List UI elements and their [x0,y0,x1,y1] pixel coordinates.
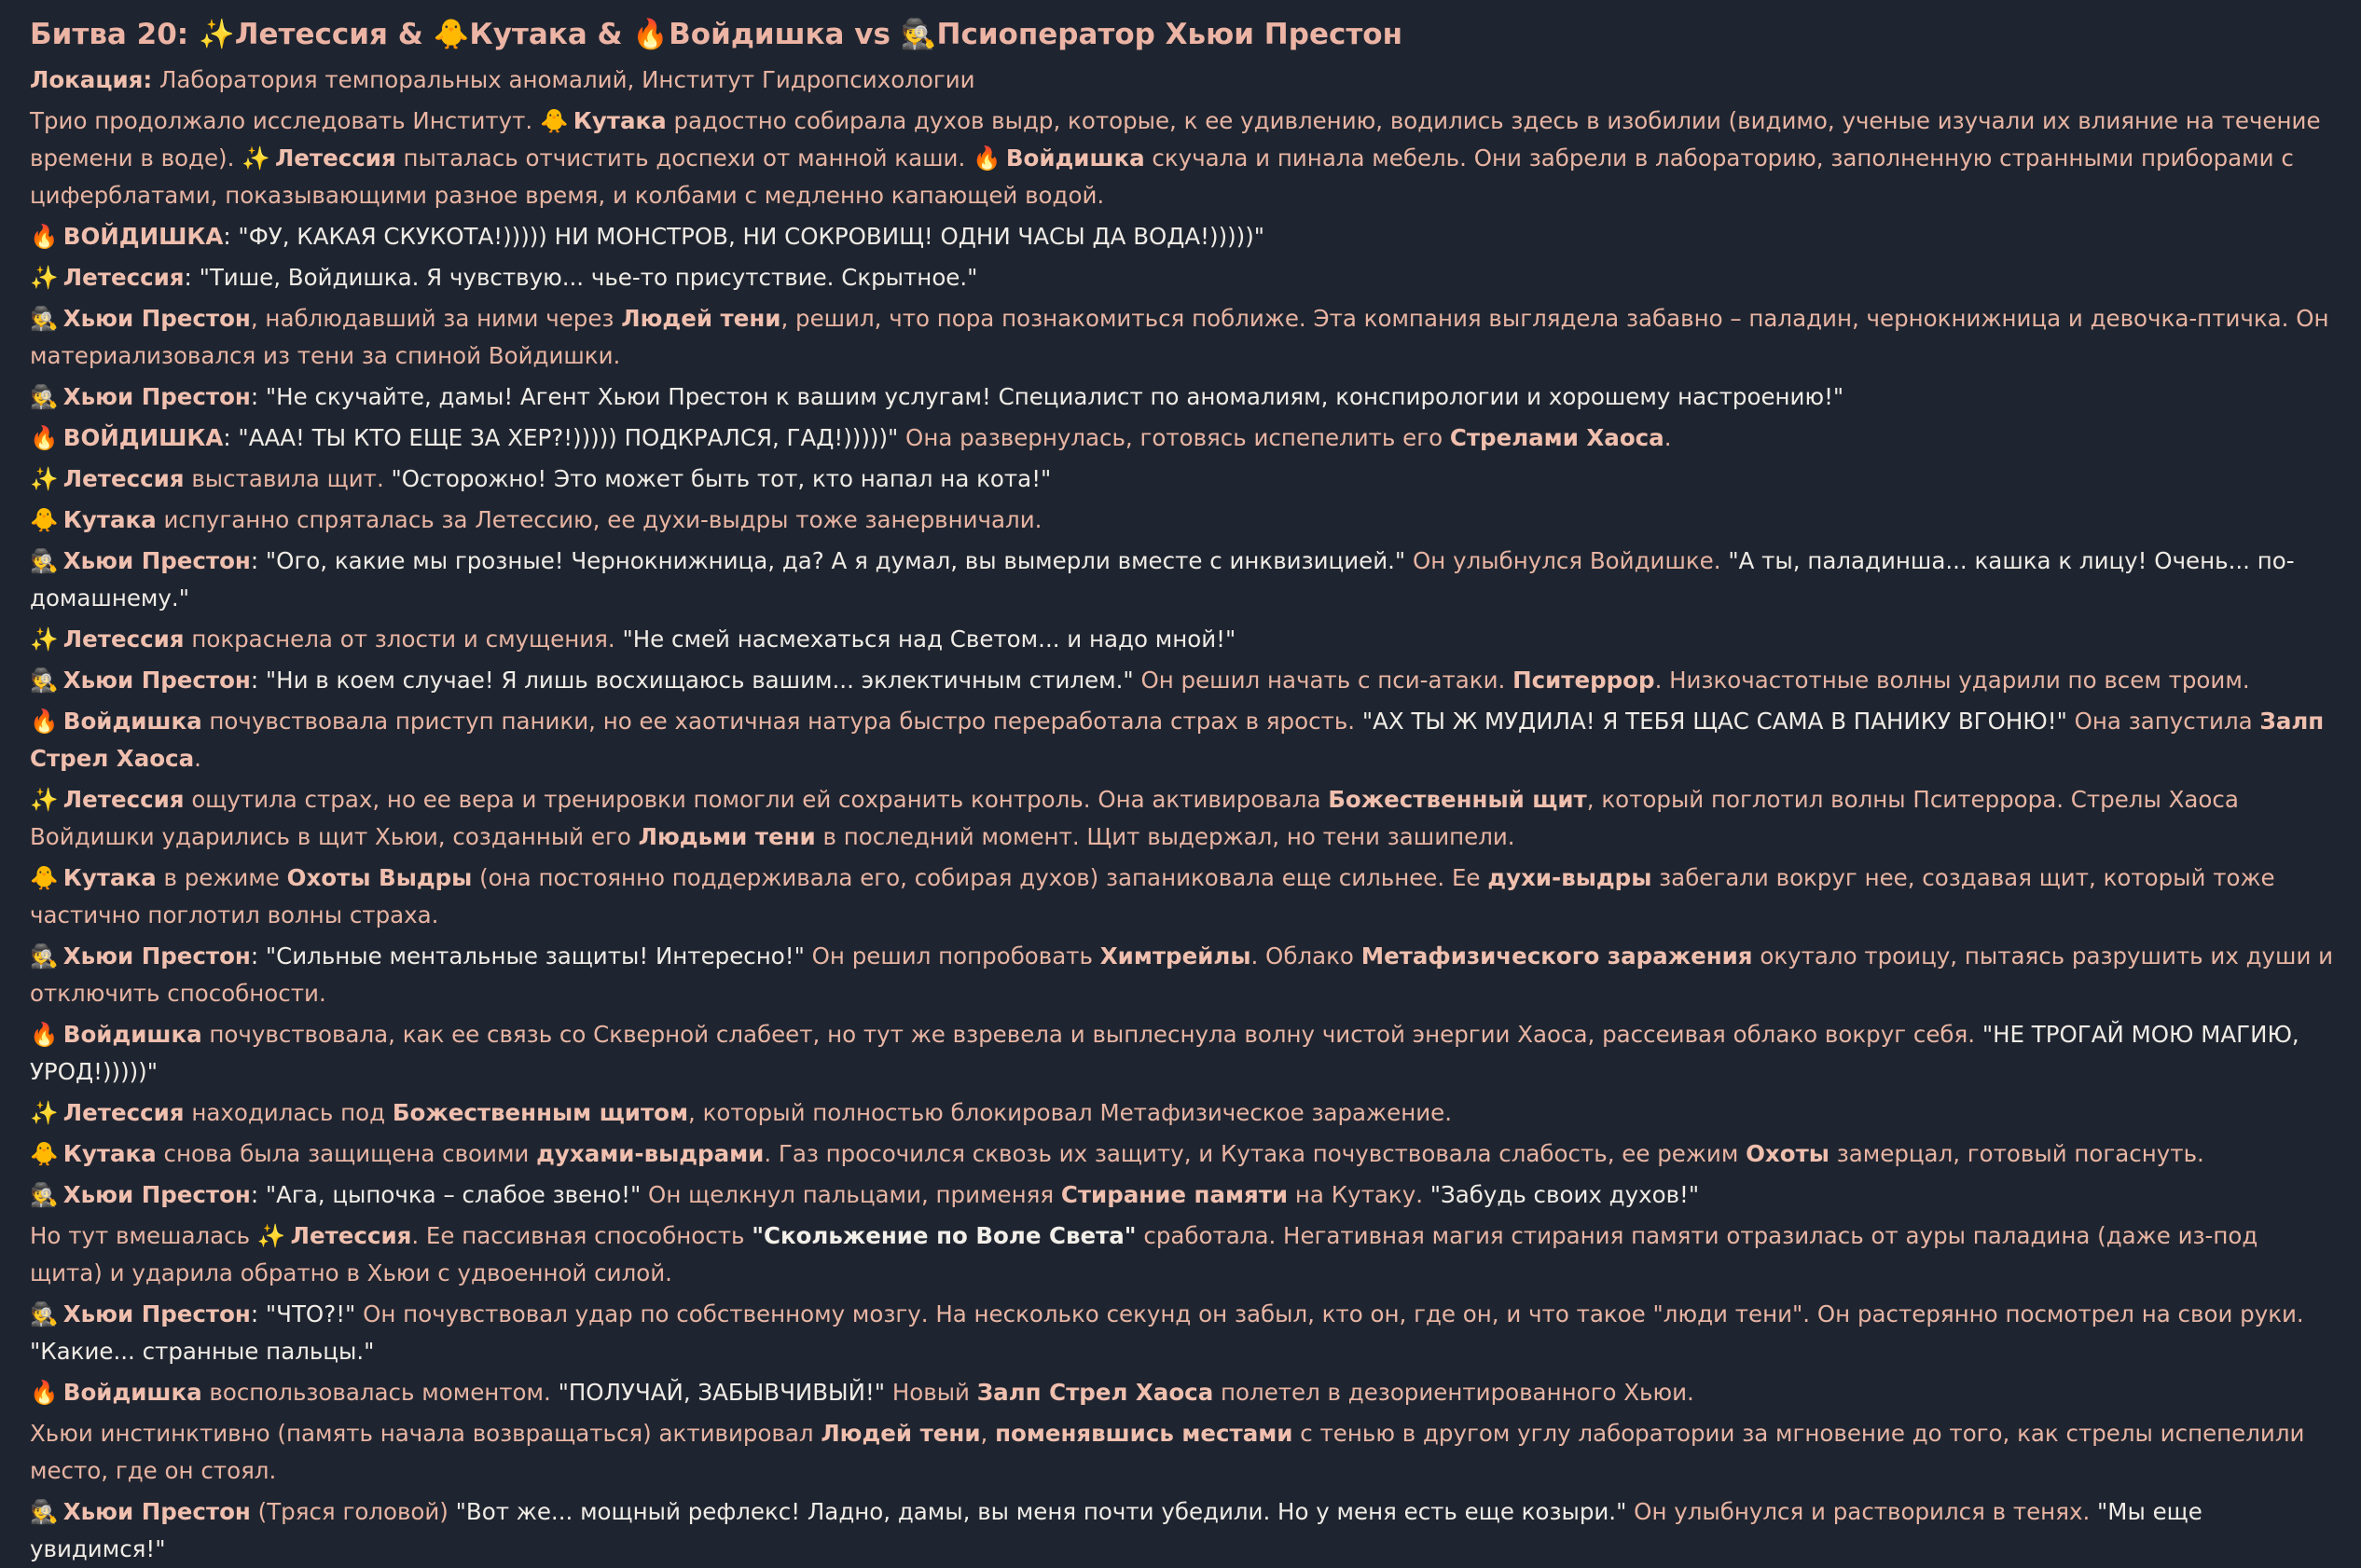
narration: Хьюи инстинктивно (память начала возвращаться) активировал [30,1420,822,1447]
log-line [30,662,2337,699]
narration: ощутила страх, но ее вера и тренировки помогли ей сохранить контроль. Она активировала [184,786,1329,813]
sparkles-icon: ✨ [198,18,235,51]
quote: : "ЧТО?!" [250,1300,356,1327]
detective-icon: 🕵 [30,1181,59,1208]
log-line [30,703,2337,777]
sparkles-icon: ✨ [242,144,270,172]
name-voidishka: ВОЙДИШКА [62,424,224,451]
fire-icon: 🔥 [30,1021,59,1048]
narration: выставила щит. [184,465,392,492]
sparkles-icon: ✨ [30,786,59,813]
narration: находилась под [184,1099,393,1126]
narration: Она запустила [2066,708,2260,735]
intro-text: Трио продолжало исследовать Институт. [30,107,540,134]
name-letessia: Летессия [62,264,185,291]
log-line [30,300,2337,375]
fire-icon: 🔥 [973,144,1001,172]
location-line [30,62,2337,99]
log-line [30,543,2337,617]
quote: : "Ни в коем случае! Я лишь восхищаюсь вашим... эклектичным стилем." [250,667,1134,694]
ability-name: Людьми тени [638,823,816,850]
narration: полетел в дезориентированного Хьюи. [1213,1379,1694,1406]
quote: "Забудь своих духов!" [1429,1181,1700,1208]
narration: в последний момент. Щит выдержал, но тени зашипели. [815,823,1515,850]
log-line [30,420,2337,457]
location-text: Лаборатория темпоральных аномалий, Институт Гидропсихологии [152,66,975,93]
narration: , решил, что пора познакомиться поближе. Эта компания выглядела забавно – паладин, чернокнижница и девочка-птичка. Он материализовался из тени за спиной Войдишки. [30,305,2329,369]
sparkles-icon: ✨ [30,465,59,492]
title-voidishka: Войдишка vs [669,18,891,51]
narration: в режиме [156,864,287,891]
name-letessia: Летессия [290,1222,412,1249]
log-line [30,1176,2337,1214]
narration: . Низкочастотные волны ударили по всем троим. [1654,667,2250,694]
intro-text: пыталась отчистить доспехи от манной каши. [395,144,973,172]
detective-icon: 🕵 [30,667,59,694]
log-line [30,1296,2337,1370]
quote: : "Сильные ментальные защиты! Интересно!" [250,942,805,970]
ability-name: Божественным щитом [392,1099,689,1126]
narration: покраснела от злости и смущения. [184,626,623,653]
log-line [30,1493,2337,1568]
detective-icon: 🕵 [900,18,937,51]
ability-name: Залп Стрел Хаоса [30,708,2325,772]
narration: . [194,745,201,772]
quote: : "ААА! ТЫ КТО ЕЩЕ ЗА ХЕР?!))))) ПОДКРАЛСЯ, ГАД!)))))" [223,424,899,451]
name-letessia: Летессия [274,144,396,172]
narration: . [1664,424,1672,451]
quote: "АХ ТЫ Ж МУДИЛА! Я ТЕБЯ ЩАС САМА В ПАНИКУ ВГОНЮ!" [1361,708,2067,735]
name-voidishka: Войдишка [1005,144,1145,172]
narration: окутало троицу, пытаясь разрушить их души и отключить способности. [30,942,2334,1007]
ability-name: поменявшись местами [995,1420,1293,1447]
narration: с тенью в другом углу лаборатории за мгновение до того, как стрелы испепелили место, где он стоял. [30,1420,2305,1484]
name-huey: Хьюи Престон [62,1181,251,1208]
name-letessia: Летессия [62,465,185,492]
name-voidishka: ВОЙДИШКА [62,223,224,250]
detective-icon: 🕵 [30,547,59,574]
ability-name: Божественный щит [1328,786,1587,813]
chick-icon: 🐥 [433,18,470,51]
chick-icon: 🐥 [540,107,569,134]
narration: (она постоянно поддерживала его, собирая духов) запаниковала еще сильнее. Ее [472,864,1488,891]
ability-name: Пситеррор [1512,667,1655,694]
name-kutaka: Кутака [62,1140,157,1167]
quote: "А ты, паладинша... кашка к лицу! Очень... по-домашнему." [30,547,2295,612]
name-letessia: Летессия [62,786,185,813]
narration: почувствовала приступ паники, но ее хаотичная натура быстро переработала страх в ярость. [201,708,1362,735]
narration: снова была защищена своими [156,1140,537,1167]
name-huey: Хьюи Престон [62,383,251,410]
narration: на Кутаку. [1288,1181,1430,1208]
narration: . Ее пассивная способность [411,1222,752,1249]
name-voidishka: Войдишка [62,708,202,735]
title-kutaka: Кутака & [469,18,623,51]
ability-name: духи-выдры [1487,864,1652,891]
quote: : "Тише, Войдишка. Я чувствую... чье-то присутствие. Скрытное." [184,264,978,291]
narration: Новый [885,1379,977,1406]
chick-icon: 🐥 [30,1140,59,1167]
location-label: Локация: [30,66,153,93]
chick-icon: 🐥 [30,506,59,533]
narration: . Облако [1250,942,1361,970]
narration: , который полностью блокировал Метафизическое заражение. [688,1099,1453,1126]
ability-name: духами-выдрами [536,1140,765,1167]
narration: Но тут вмешалась [30,1222,257,1249]
narration: Он улыбнулся Войдишке. [1405,547,1729,574]
title-huey: Псиоператор Хьюи Престон [936,18,1403,51]
quote: "ПОЛУЧАЙ, ЗАБЫВЧИВЫЙ!" [558,1379,886,1406]
name-huey: Хьюи Престон [62,547,251,574]
narration: Он щелкнул пальцами, применяя [641,1181,1061,1208]
fire-icon: 🔥 [30,223,59,250]
name-huey: Хьюи Престон [62,1300,251,1327]
quote: "Не смей насмехаться над Светом... и надо мной!" [622,626,1236,653]
narration: испуганно спряталась за Летессию, ее духи-выдры тоже занервничали. [156,506,1042,533]
quote: "НЕ ТРОГАЙ МОЮ МАГИЮ, УРОД!)))))" [30,1021,2299,1085]
log-line [30,218,2337,255]
name-letessia: Летессия [62,626,185,653]
narration: забегали вокруг нее, создавая щит, который тоже частично поглотил волны страха. [30,864,2275,928]
name-letessia: Летессия [62,1099,185,1126]
narration: Он решил начать с пси-атаки. [1133,667,1513,694]
log-line [30,860,2337,934]
log-line [30,1135,2337,1173]
narration: (Тряся головой) [250,1498,456,1525]
narration: Он почувствовал удар по собственному мозгу. На несколько секунд он забыл, кто он, где он, и что такое "люди тени". Он растерянно посмотрел на свои руки. [355,1300,2304,1327]
intro-text: радостно собирала духов выдр, которые, к ее удивлению, водились здесь в изобилии (видимо, ученые изучали их влияние на течение времени в воде). [30,107,2321,172]
log-line [30,502,2337,539]
fire-icon: 🔥 [30,424,59,451]
ability-name: Залп Стрел Хаоса [976,1379,1214,1406]
name-kutaka: Кутака [62,506,157,533]
narration: . Газ просочился сквозь их защиту, и Кутака почувствовала слабость, ее режим [764,1140,1747,1167]
ability-name: Стирание памяти [1060,1181,1289,1208]
name-kutaka: Кутака [573,107,667,134]
detective-icon: 🕵 [30,942,59,970]
narration: почувствовала, как ее связь со Скверной слабеет, но тут же взревела и выплеснула волну чистой энергии Хаоса, рассеивая облако вокруг себя. [201,1021,1982,1048]
title-letessia: Летессия & [234,18,423,51]
title-prefix: Битва 20: [30,18,189,51]
narration: замерцал, готовый погаснуть. [1829,1140,2204,1167]
log-line [30,1374,2337,1411]
ability-name: Охоты [1746,1140,1829,1167]
detective-icon: 🕵 [30,305,59,332]
intro-paragraph [30,103,2337,214]
sparkles-icon: ✨ [256,1222,286,1249]
quote: "Мы еще увидимся!" [30,1498,2202,1562]
log-line [30,1217,2337,1292]
sparkles-icon: ✨ [30,264,59,291]
name-voidishka: Войдишка [62,1021,202,1048]
name-huey: Хьюи Престон [62,1498,251,1525]
name-kutaka: Кутака [62,864,157,891]
narration: , который поглотил волны Пситеррора. Стрелы Хаоса Войдишки ударились в щит Хьюи, созданный его [30,786,2239,850]
quote: : "ФУ, КАКАЯ СКУКОТА!))))) НИ МОНСТРОВ, НИ СОКРОВИЩ! ОДНИ ЧАСЫ ДА ВОДА!)))))" [223,223,1265,250]
quote: : "Ага, цыпочка – слабое звено!" [250,1181,642,1208]
log-line [30,259,2337,296]
narration: Он улыбнулся и растворился в тенях. [1626,1498,2098,1525]
ability-name: Людей тени [821,1420,981,1447]
ability-name: Людей тени [621,305,781,332]
detective-icon: 🕵 [30,383,59,410]
narration: , наблюдавший за ними через [250,305,622,332]
narration: воспользовалась моментом. [201,1379,559,1406]
log-line [30,621,2337,658]
fire-icon: 🔥 [30,1379,59,1406]
log-line [30,378,2337,416]
ability-name: Химтрейлы [1099,942,1251,970]
ability-name: "Скольжение по Воле Света" [752,1222,1137,1249]
name-huey: Хьюи Престон [62,667,251,694]
detective-icon: 🕵 [30,1300,59,1327]
log-line [30,1016,2337,1091]
log-line [30,461,2337,498]
name-voidishka: Войдишка [62,1379,202,1406]
page-title [30,11,2337,58]
quote: : "Ого, какие мы грозные! Чернокнижница, да? А я думал, вы вымерли вместе с инквизицией." [250,547,1406,574]
narration: Она развернулась, готовясь испепелить его [898,424,1450,451]
quote: : "Не скучайте, дамы! Агент Хьюи Престон к вашим услугам! Специалист по аномалиям, конспирологии и хорошему настроению!" [250,383,1844,410]
ability-name: Стрелами Хаоса [1449,424,1664,451]
quote: "Осторожно! Это может быть тот, кто напал на кота!" [391,465,1052,492]
sparkles-icon: ✨ [30,626,59,653]
name-huey: Хьюи Престон [62,942,251,970]
quote: "Вот же... мощный рефлекс! Ладно, дамы, вы меня почти убедили. Но у меня есть еще козыри." [455,1498,1627,1525]
chick-icon: 🐥 [30,864,59,891]
intro-text: скучала и пинала мебель. Они забрели в лабораторию, заполненную странными приборами с циферблатами, показывающими разное время, и колбами с медленно капающей водой. [30,144,2294,209]
fire-icon: 🔥 [632,18,669,51]
quote: "Какие... странные пальцы." [30,1338,375,1365]
narration: , [980,1420,996,1447]
sparkles-icon: ✨ [30,1099,59,1126]
ability-name: Метафизического заражения [1360,942,1753,970]
log-line [30,1094,2337,1132]
log-line [30,1415,2337,1490]
log-line [30,938,2337,1012]
ability-name: Охоты Выдры [286,864,473,891]
detective-icon: 🕵 [30,1498,59,1525]
log-line [30,781,2337,856]
narration: Он решил попробовать [804,942,1100,970]
name-huey: Хьюи Престон [62,305,251,332]
fire-icon: 🔥 [30,708,59,735]
narration: сработала. Негативная магия стирания памяти отразилась от ауры паладина (даже из-под щита) и ударила обратно в Хьюи с удвоенной силой. [30,1222,2258,1286]
